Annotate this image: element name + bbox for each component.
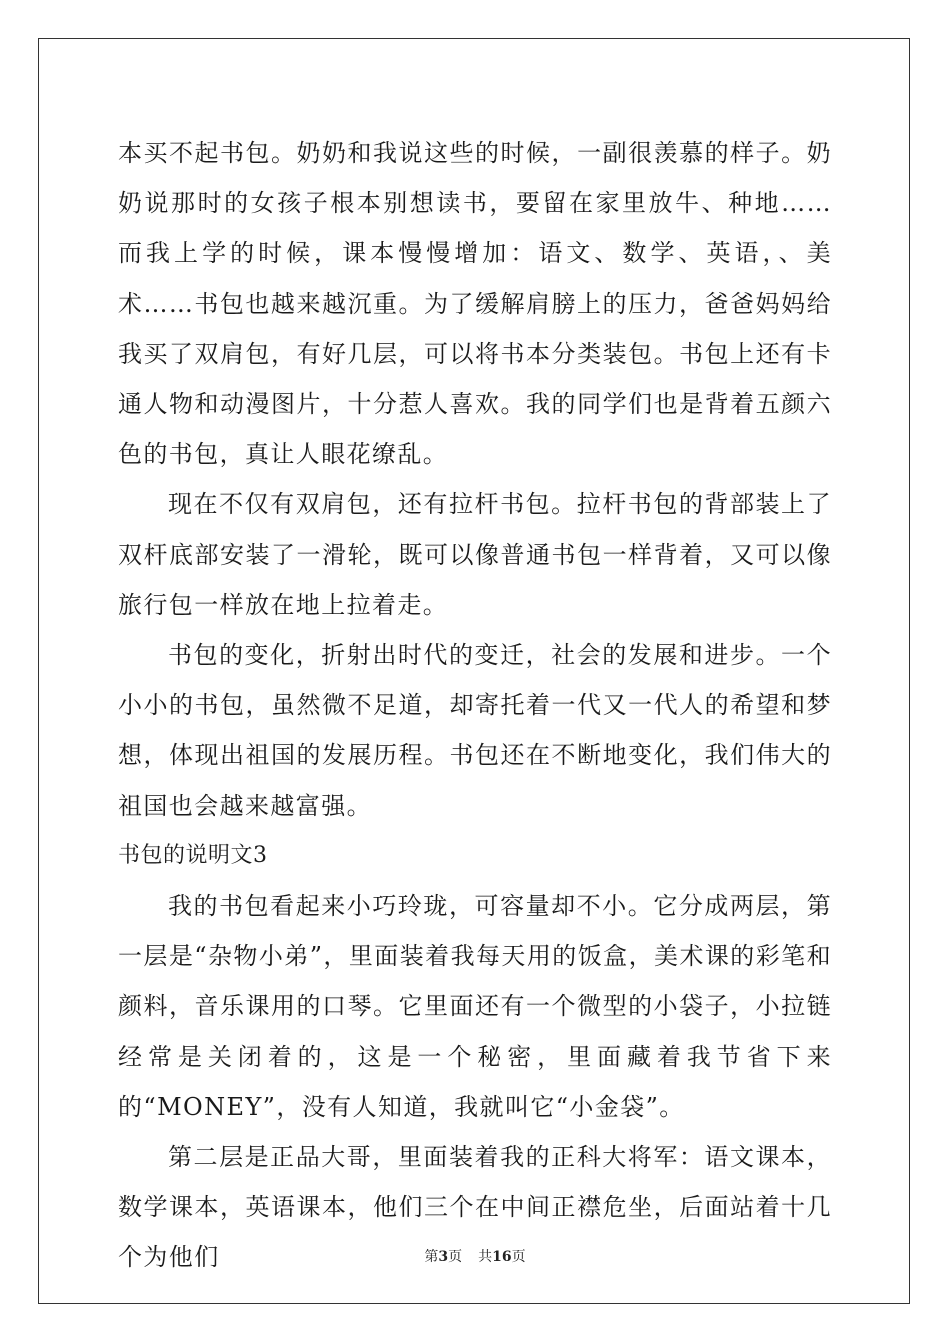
document-body (118, 128, 832, 1283)
paragraph: 现在不仅有双肩包，还有拉杆书包。拉杆书包的背部装上了双杆底部安装了一滑轮，既可以像普通书包一样背着，又可以像旅行包一样放在地上拉着走。 (118, 490, 832, 619)
page-current: 3 (438, 1249, 449, 1265)
page-total: 16 (492, 1249, 512, 1265)
page-footer (0, 1246, 950, 1266)
paragraph: 本买不起书包。奶奶和我说这些的时候，一副很羡慕的样子。奶奶说那时的女孩子根本别想读书，要留在家里放牛、种地…… 而我上学的时候，课本慢慢增加：语文、数学、英语，、美术……书包也越来越沉重。为了缓解肩膀上的压力，爸爸妈妈给我买了双肩包，有好几层，可以将书本分类装包。书包上还有卡通人物和动漫图片，十分惹人喜欢。我的同学们也是背着五颜六色的书包，真让人眼花缭乱。 (118, 139, 832, 469)
page-prefix: 第 (424, 1249, 439, 1265)
paragraph: 第二层是正品大哥，里面装着我的正科大将军：语文课本，数学课本，英语课本，他们三个在中间正襟危坐，后面站着十几个为他们 (118, 1143, 832, 1272)
total-prefix: 共 (478, 1249, 493, 1265)
section-heading: 书包的说明文3 (118, 842, 268, 868)
paragraph: 书包的变化，折射出时代的变迁，社会的发展和进步。一个小小的书包，虽然微不足道，却寄托着一代又一代人的希望和梦想，体现出祖国的发展历程。书包还在不断地变化，我们伟大的祖国也会越来越富强。 (118, 641, 832, 820)
page-suffix: 页 (448, 1249, 463, 1265)
total-suffix: 页 (511, 1249, 526, 1265)
paragraph: 我的书包看起来小巧玲珑，可容量却不小。它分成两层，第一层是“杂物小弟”，里面装着我每天用的饭盒，美术课的彩笔和颜料，音乐课用的口琴。它里面还有一个微型的小袋子，小拉链经常是关闭着的，这是一个秘密，里面藏着我节省下来的“MONEY”，没有人知道，我就叫它“小金袋”。 (118, 892, 832, 1121)
